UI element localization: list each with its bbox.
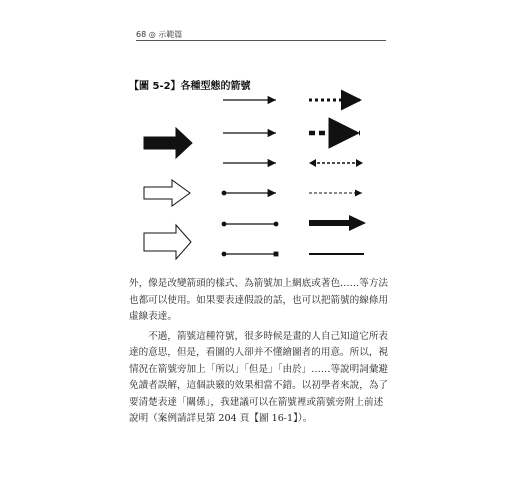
block-arrow-outline-large-icon: [144, 225, 191, 259]
body-text: [129, 276, 391, 428]
paragraph: 不過，箭號這種符號，很多時候是畫的人自己知道它所表達的意思，但是，看圖的人卻并不懂繪圖者的用意。所以，視情況在箭號旁加上「所以」「但是」「由於」……等說明詞彙避免讀者誤解，這個訣竅的效果相當不錯。以初學者來說，為了要清楚表達「關係」，我建議可以在箭號裡或箭號旁附上前述說明（案例請詳見第 204 頁【圖 16-1】）。: [129, 330, 389, 424]
paragraph: 外，像是改變箭頭的樣式、為箭號加上網底或著色……等方法也都可以使用。如果要表達假設的話，也可以把箭號的線條用虛線表達。: [129, 278, 389, 322]
dashed-double-arrow-icon: [309, 159, 363, 167]
page-header: 68 ◎ 示範篇: [136, 30, 183, 39]
figure-title: 【圖 5-2】各種型態的箭號: [129, 81, 251, 92]
thick-arrow-icon: [309, 215, 366, 231]
block-arrow-solid-icon: [144, 128, 192, 158]
block-arrow-outline-icon: [144, 180, 190, 206]
